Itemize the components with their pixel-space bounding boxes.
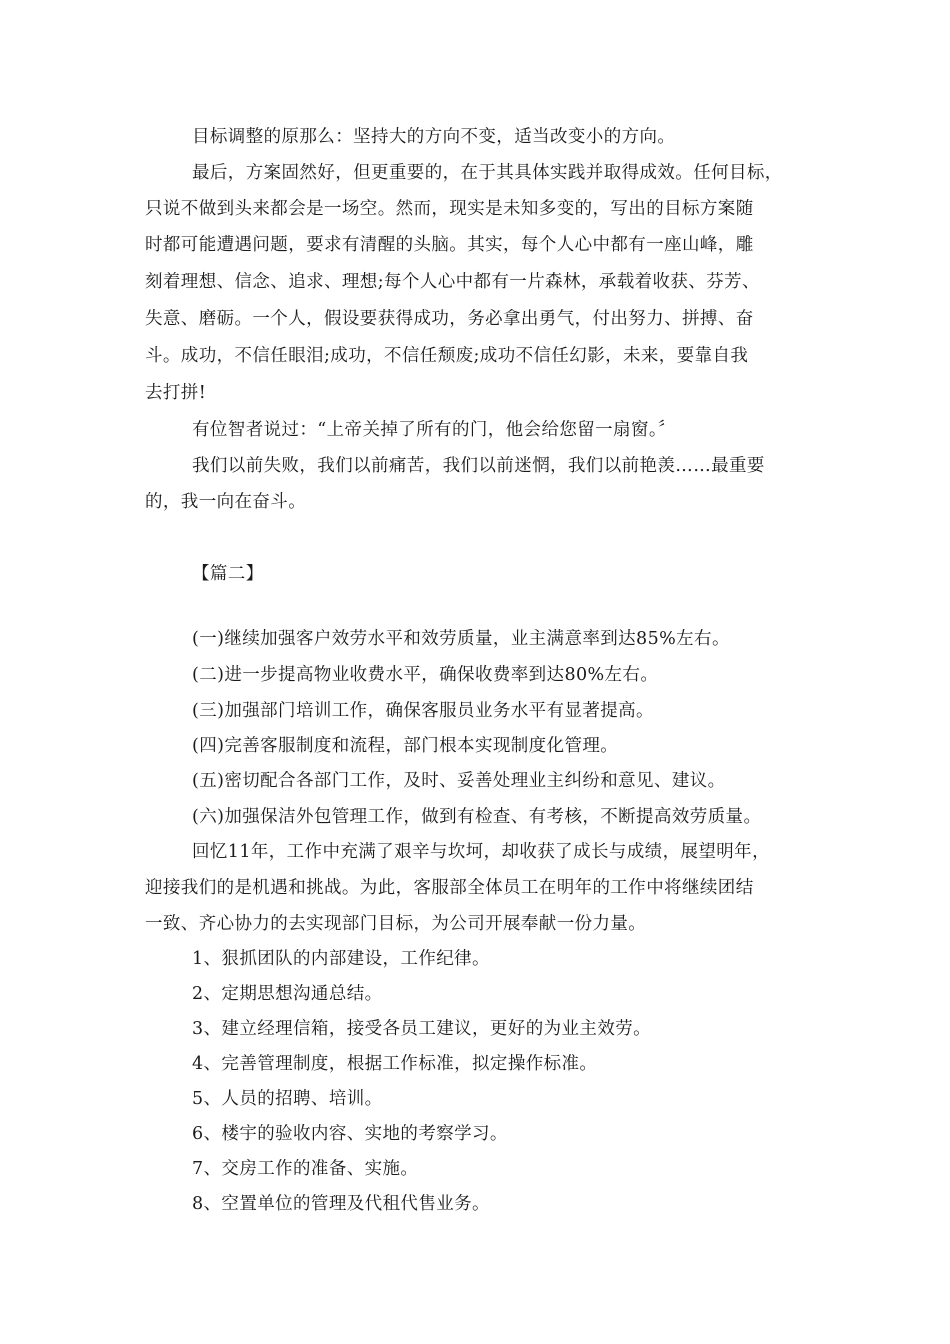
task-item: 7、交房工作的准备、实施。: [192, 1159, 419, 1179]
section-heading: 【篇二】: [192, 564, 264, 584]
paragraph-line: 的，我一向在奋斗。: [145, 492, 307, 512]
paragraph-line: 迎接我们的是机遇和挑战。为此，客服部全体员工在明年的工作中将继续团结: [145, 878, 754, 898]
paragraph-line: 时都可能遭遇问题，要求有清醒的头脑。其实，每个人心中都有一座山峰，雕: [145, 235, 754, 255]
goal-item: (二)进一步提高物业收费水平，确保收费率到达80%左右。: [192, 665, 659, 685]
task-item: 5、人员的招聘、培训。: [192, 1089, 383, 1109]
paragraph-line: 失意、磨砺。一个人，假设要获得成功，务必拿出勇气，付出努力、拼搏、奋: [145, 309, 754, 329]
paragraph-line: 我们以前失败，我们以前痛苦，我们以前迷惘，我们以前艳羡……最重要: [192, 456, 765, 476]
goal-item: (三)加强部门培训工作，确保客服员业务水平有显著提高。: [192, 701, 654, 721]
goal-item: (一)继续加强客户效劳水平和效劳质量，业主满意率到达85%左右。: [192, 629, 730, 649]
task-item: 6、楼宇的验收内容、实地的考察学习。: [192, 1124, 508, 1144]
goal-item: (六)加强保洁外包管理工作，做到有检查、有考核，不断提高效劳质量。: [192, 807, 762, 827]
paragraph-line: 斗。成功，不信任眼泪;成功，不信任颓废;成功不信任幻影，未来，要靠自我: [145, 346, 749, 366]
task-item: 2、定期思想沟通总结。: [192, 984, 383, 1004]
paragraph-line: 回忆11年，工作中充满了艰辛与坎坷，却收获了成长与成绩，展望明年，: [192, 842, 770, 862]
paragraph-line: 刻着理想、信念、追求、理想;每个人心中都有一片森林，承载着收获、芬芳、: [145, 272, 760, 292]
quote-line: 有位智者说过：“上帝关掉了所有的门，他会给您留一扇窗。〞: [192, 420, 676, 440]
paragraph-line: 去打拼!: [145, 383, 207, 403]
paragraph-line: 目标调整的原那么：坚持大的方向不变，适当改变小的方向。: [192, 127, 676, 147]
paragraph-line: 只说不做到头来都会是一场空。然而，现实是未知多变的，写出的目标方案随: [145, 199, 754, 219]
paragraph-line: 一致、齐心协力的去实现部门目标，为公司开展奉献一份力量。: [145, 914, 647, 934]
task-item: 3、建立经理信箱，接受各员工建议，更好的为业主效劳。: [192, 1019, 652, 1039]
goal-item: (四)完善客服制度和流程，部门根本实现制度化管理。: [192, 736, 619, 756]
task-item: 8、空置单位的管理及代租代售业务。: [192, 1194, 490, 1214]
goal-item: (五)密切配合各部门工作，及时、妥善处理业主纠纷和意见、建议。: [192, 771, 726, 791]
task-item: 4、完善管理制度，根据工作标准，拟定操作标准。: [192, 1054, 598, 1074]
task-item: 1、狠抓团队的内部建设，工作纪律。: [192, 949, 490, 969]
paragraph-line: 最后，方案固然好，但更重要的，在于其具体实践并取得成效。任何目标，: [192, 163, 783, 183]
